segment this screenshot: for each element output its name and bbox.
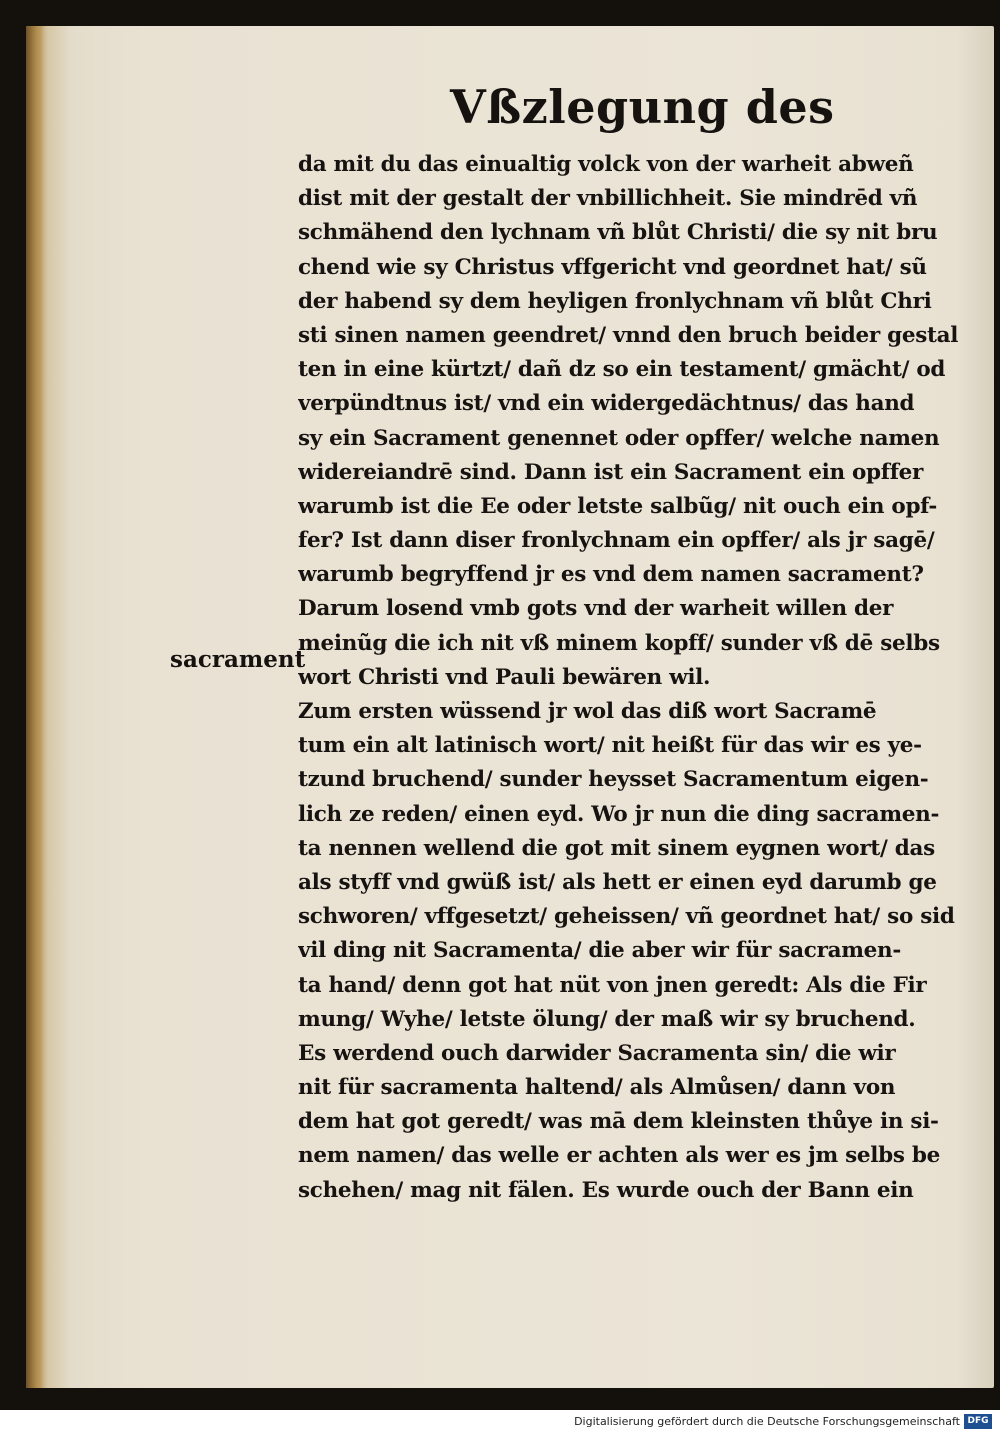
text-line: nem namen/ das welle er achten als wer es jm selbs be: [298, 1143, 940, 1169]
text-line: der habend sy dem heyligen fronlychnam vñ blůt Chri: [298, 288, 932, 314]
text-line: Darum losend vmb gots vnd der warheit willen der: [298, 596, 894, 622]
footer-bar: [0, 1410, 1000, 1434]
text-line: tum ein alt latinisch wort/ nit heißt für das wir es ye-: [298, 733, 922, 759]
text-line: dist mit der gestalt der vnbillichheit. Sie mindrēd vñ: [298, 186, 918, 212]
text-line: fer? Ist dann diser fronlychnam ein opffer/ als jr sagē/: [298, 528, 935, 554]
text-line: Zum ersten wüssend jr wol das diß wort Sacramē: [298, 699, 877, 724]
text-line: wort Christi vnd Pauli bewären wil.: [298, 664, 711, 690]
text-line: mung/ Wyhe/ letste ölung/ der maß wir sy bruchend.: [298, 1006, 916, 1032]
text-line: warumb begryffend jr es vnd dem namen sacrament?: [298, 562, 924, 588]
text-line: ta hand/ denn got hat nüt von jnen geredt: Als die Fir: [298, 972, 927, 998]
text-line: da mit du das einualtig volck von der warheit abweñ: [298, 152, 914, 177]
footer-credit: Digitalisierung gefördert durch die Deutsche Forschungsgemeinschaft: [574, 1415, 960, 1428]
text-line: lich ze reden/ einen eyd. Wo jr nun die ding sacramen-: [298, 801, 940, 827]
page-binding-edge: [26, 26, 44, 1388]
text-line: ta nennen wellend die got mit sinem eygnen wort/ das: [298, 835, 935, 861]
text-line: vil ding nit Sacramenta/ die aber wir für sacramen-: [298, 938, 902, 964]
body-text: [298, 148, 966, 1208]
margin-note: sacrament: [170, 646, 306, 673]
text-line: widereiandrē sind. Dann ist ein Sacrament ein opffer: [298, 459, 924, 485]
text-line: sy ein Sacrament genennet oder opffer/ welche namen: [298, 425, 940, 451]
text-line: chend wie sy Christus vffgericht vnd geordnet hat/ sũ: [298, 254, 927, 280]
page-heading: Vßzlegung des: [450, 80, 835, 134]
text-line: verpündtnus ist/ vnd ein widergedächtnus/ das hand: [298, 391, 915, 417]
dfg-logo: DFG: [964, 1414, 992, 1429]
text-line: tzund bruchend/ sunder heysset Sacramentum eigen-: [298, 767, 929, 793]
text-line: sti sinen namen geendret/ vnnd den bruch beider gestal: [298, 322, 959, 348]
text-line: Es werdend ouch darwider Sacramenta sin/ die wir: [298, 1040, 896, 1066]
text-line: nit für sacramenta haltend/ als Almůsen/ dann von: [298, 1075, 896, 1101]
text-line: schmähend den lychnam vñ blůt Christi/ die sy nit bru: [298, 220, 938, 246]
text-line: meinũg die ich nit vß minem kopff/ sunder vß dē selbs: [298, 630, 940, 656]
text-line: ten in eine kürtzt/ dañ dz so ein testament/ gmächt/ od: [298, 357, 946, 383]
text-line: warumb ist die Ee oder letste salbũg/ nit ouch ein opf-: [298, 493, 937, 519]
text-line: schworen/ vffgesetzt/ geheissen/ vñ geordnet hat/ so sid: [298, 904, 955, 930]
text-line: schehen/ mag nit fälen. Es wurde ouch der Bann ein: [298, 1177, 914, 1203]
text-line: als styff vnd gwüß ist/ als hett er einen eyd darumb ge: [298, 869, 937, 895]
text-line: dem hat got geredt/ was mā dem kleinsten thůye in si-: [298, 1109, 939, 1135]
